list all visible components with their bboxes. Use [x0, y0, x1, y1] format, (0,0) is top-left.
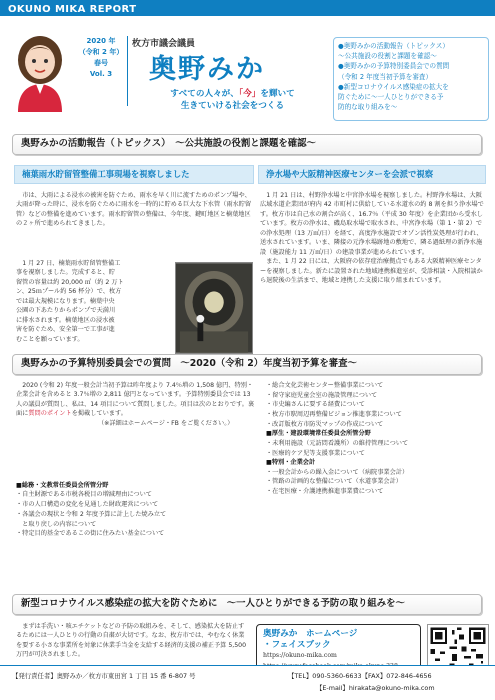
kuzuha-line: 公園の下あたりからポンプで天満川 — [16, 307, 116, 315]
slogan — [140, 88, 325, 112]
tunnel-photo — [175, 262, 253, 354]
section-title-covid: 新型コロナウイルス感染症の拡大を防ぐために 〜一人ひとりができる予防の取り組みを〜 — [12, 594, 482, 615]
issue-volume: Vol. 3 — [89, 69, 113, 78]
kuzuha-line: 1 月 27 日、楠葉雨水貯留管整備工 — [22, 260, 121, 267]
header-divider — [127, 36, 128, 106]
report-title: OKUNO MIKA REPORT — [8, 4, 137, 15]
kuzuha-line: に排水されます。楠葉地区の浸水被 — [16, 316, 115, 324]
phone-fax: 【TEL】090-5360-6633【FAX】072-846-4656 — [288, 672, 432, 680]
section-title-activities: 奥野みかの活動報告（トピックス） 〜公共施設の役割と課題を確認〜 — [12, 134, 482, 155]
top-banner — [0, 0, 495, 16]
kuzuha-line: では最大規模になります。楠葉中央 — [16, 297, 115, 305]
question-item: ・管路の計画的な整備について（水道事業会計） — [266, 478, 402, 486]
contents-item: 〜公共施設の役割と課題を確認〜 — [338, 52, 437, 61]
slogan-line2: 生きていける社会をつくる — [180, 101, 285, 112]
publisher-info: 【発行責任者】奥野みか／枚方市東田宮 1 丁目 15 番 6-807 号 — [12, 672, 196, 680]
contents-item: ●奥野みかの予算特別委員会での質問 — [338, 62, 450, 71]
question-item: ・未利用施設（元訪問看護所）の維持管理について — [266, 439, 409, 447]
budget-left-list — [16, 481, 256, 539]
slogan-emph: 「今」 — [238, 89, 261, 99]
budget-right-list — [266, 381, 488, 497]
portrait-illustration — [10, 28, 70, 112]
question-item: ・留守家庭児童会室の施設管理について — [266, 391, 378, 399]
budget-note: （※詳細はホームページ・FB をご覧ください。） — [98, 419, 234, 427]
section-title-budget: 奥野みかの予算特別委員会での質問 〜2020（令和 2）年度当初予算を審査〜 — [12, 354, 482, 375]
budget-intro-post: を掲載しています。 — [71, 410, 127, 418]
homepage-title-1: 奥野みか ホームページ — [263, 629, 358, 639]
issue-era: （令和 2 年） — [78, 47, 124, 56]
question-item: と取り戻しの内容について — [16, 520, 97, 528]
question-points-emph: 質問のポイント — [28, 410, 72, 418]
question-item: ・総合文化芸術センター整備事業について — [266, 382, 384, 389]
issue-season: 春号 — [94, 58, 108, 67]
kuzuha-line: ン、25ｍプール約 56 杯分）で、枚方 — [16, 288, 122, 296]
member-name: 奥野みか — [149, 54, 265, 85]
kuzuha-paragraph-1 — [16, 191, 252, 229]
covid-paragraph — [16, 622, 250, 660]
question-item: ・枚方市駅周辺再整備ビジョン推進事業について — [266, 411, 402, 419]
budget-intro — [16, 381, 256, 428]
category-welfare: ■厚生・建設環境常任委員会所管分野 — [266, 430, 371, 438]
water-plant-text-1: 1 月 21 日は、村野浄水場と中宮浄水場を視察しました。村野浄水場は、大阪広域水道企業団が府内 42 市町村に供給している水道水の約 8 割を担う浄水場です。枚方市は自己水の割合が高く、16.7％（平成 30 年度）を企業団から受水しています。枚方の浄水は、磯島取水場で取水され、中宮浄水場（第 1・第 2）での浄水処理（13 万㎥/日）を経て、高度浄水施設でオゾン活性炭処理が行われ、送水されています。いま、隣接の元浄水場跡地の敷地で、隣る過紙理の新浄水施設（施設能力 11 万㎥/日）の建設事業が進められています。 — [260, 192, 484, 256]
homepage-title-2: ・フェイスブック — [263, 639, 331, 650]
question-item: ・自主財源である市税各税目の増減理由について — [16, 491, 152, 499]
email-address[interactable]: 【E-mail】hirakata@okuno-mika.com — [316, 684, 435, 692]
kuzuha-line: 事を視察しました。完成すると、貯 — [16, 269, 115, 277]
contents-box — [333, 37, 489, 121]
question-item: ・市史編さんに要する経費について — [266, 401, 365, 409]
category-special-accounts: ■特別・企業会計 — [266, 459, 316, 467]
water-plant-paragraphs — [260, 191, 486, 286]
kuzuha-text-1: 市は、大雨による浸水の被害を防ぐため、雨水を早く川に流すためのポンプ場や、大雨が降った時に、浸水を防ぐために雨水を一時的に貯める巨大な下水管（雨水貯留管）などの整備を進めています。雨水貯留管の整備は、今年度、鍵町地区と楠葉地区の２ヶ所で進められてきました。 — [16, 192, 252, 228]
issue-year: 2020 年 — [86, 37, 116, 45]
homepage-url[interactable]: https://okuno-mika.com — [263, 652, 337, 660]
question-item: ・特定目的基金であるこの街に住みたい基金について — [16, 530, 165, 538]
footer — [0, 665, 495, 700]
water-plant-text-2: また、1 月 22 日には、大阪府の依存症治療拠点でもある大阪精神医療センターを視察しました。新たに設置された地域連携推進室が、受診相談・入院相談から退院後の生活まで、地域と連携した支援に取り組まれています。 — [260, 258, 483, 285]
kuzuha-paragraph-2 — [16, 259, 172, 344]
contents-item: ●新型コロナウイルス感染症の拡大を — [338, 82, 449, 91]
kuzuha-line: むことを願っています。 — [16, 335, 84, 343]
contents-item: 防的な取り組みを〜 — [338, 103, 398, 112]
budget-intro-text: 2020 (令和 2) 年度一般会計当初予算は昨年度より 7.4％増の 1,508 億円、特別・企業会計を含めると 3.7％増の 2,811 億円となっています。予算特別委員会では 13 人の議員が質問し、私は、14 項目について質問しました。項目は次のとおりです。裏面に — [16, 382, 255, 418]
kuzuha-line: 留管の容量は約 20,000 ㎥（約 2 万ト — [16, 278, 124, 286]
question-item: ・各議会の現状と令和 2 年度予算に計上した焼み立て — [16, 510, 167, 518]
contents-item: （令和 2 年度当初予算を審査） — [338, 72, 433, 81]
slogan-post: を輝いて — [260, 89, 295, 99]
kuzuha-line: 害を防ぐため、安全第一で工事が進 — [16, 326, 115, 334]
question-item: ・市の人口構造の変化を見通した財政運営について — [16, 501, 159, 509]
slogan-pre: すべての人々が、 — [170, 89, 239, 99]
category-general-affairs: ■総務・文教常任委員会所管分野 — [16, 482, 109, 489]
subhead-kuzuha: 楠葉雨水貯留管整備工事現場を視察しました — [14, 165, 254, 184]
question-item: ・医療的ケア児等支援事業について — [266, 449, 365, 457]
contents-item: ●奥野みかの活動報告（トピックス） — [338, 42, 449, 50]
contents-item: 防ぐために〜一人ひとりができる予 — [338, 93, 444, 102]
member-role: 枚方市議会議員 — [132, 39, 196, 49]
question-item: ・一般会計からの繰入金について（病院事業会計） — [266, 468, 409, 476]
question-item: ・在宅医療・介護連携推進事業費について — [266, 488, 384, 496]
covid-text: まずは手洗い・咳エチケットなどの予防の取組みを、そして、感染拡大を防止するためには一人ひとりの行動の自粛が大切です。なお、枚方市では、やむなく休業を要する小さな事業所を対象に休業手当金を支給する経済的支援の補正予算 5,500 万円が可決されました。 — [16, 623, 247, 659]
question-item: ・改訂版枚方市防災マップの作成について — [266, 420, 384, 428]
subhead-water-plant: 浄水場や大阪精神医療センターを会派で視察 — [258, 165, 486, 184]
issue-info — [78, 36, 124, 106]
